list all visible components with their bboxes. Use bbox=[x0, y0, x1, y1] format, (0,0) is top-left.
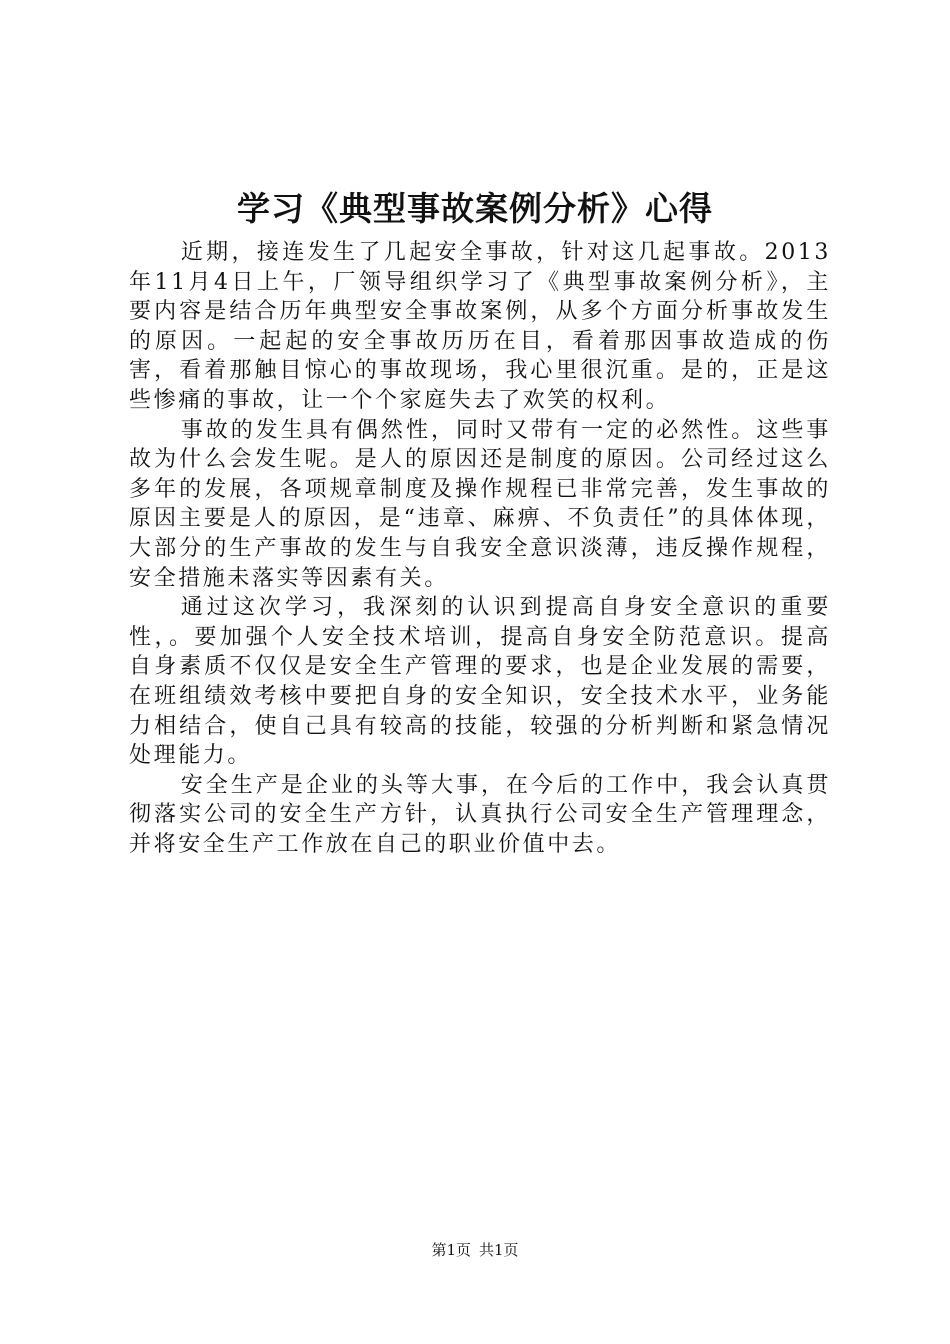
page-number: 第1页 bbox=[431, 1241, 471, 1259]
paragraph-4: 安全生产是企业的头等大事，在今后的工作中，我会认真贯彻落实公司的安全生产方针，认真执行公司安全生产管理理念，并将安全生产工作放在自己的职业价值中去。 bbox=[129, 772, 831, 857]
page-total: 共1页 bbox=[479, 1241, 519, 1259]
document-body bbox=[129, 238, 831, 859]
paragraph-2: 事故的发生具有偶然性，同时又带有一定的必然性。这些事故为什么会发生呢。是人的原因还是制度的原因。公司经过这么多年的发展，各项规章制度及操作规程已非常完善，发生事故的原因主要是人的原因，是“违章、麻痹、不负责任”的具体体现，大部分的生产事故的发生与自我安全意识淡薄，违反操作规程，安全措施未落实等因素有关。 bbox=[129, 417, 831, 591]
paragraph-3: 通过这次学习，我深刻的认识到提高自身安全意识的重要性，。要加强个人安全技术培训，提高自身安全防范意识。提高自身素质不仅仅是安全生产管理的要求，也是企业发展的需要，在班组绩效考核中要把自身的安全知识，安全技术水平，业务能力相结合，使自己具有较高的技能，较强的分析判断和紧急情况处理能力。 bbox=[129, 595, 831, 769]
page-footer bbox=[0, 1240, 950, 1260]
document-title: 学习《典型事故案例分析》心得 bbox=[237, 189, 713, 228]
paragraph-1: 近期，接连发生了几起安全事故，针对这几起事故。2013年11月4日上午，厂领导组织学习了《典型事故案例分析》，主要内容是结合历年典型安全事故案例，从多个方面分析事故发生的原因。一起起的安全事故历历在目，看着那因事故造成的伤害，看着那触目惊心的事故现场，我心里很沉重。是的，正是这些惨痛的事故，让一个个家庭失去了欢笑的权利。 bbox=[129, 240, 831, 413]
